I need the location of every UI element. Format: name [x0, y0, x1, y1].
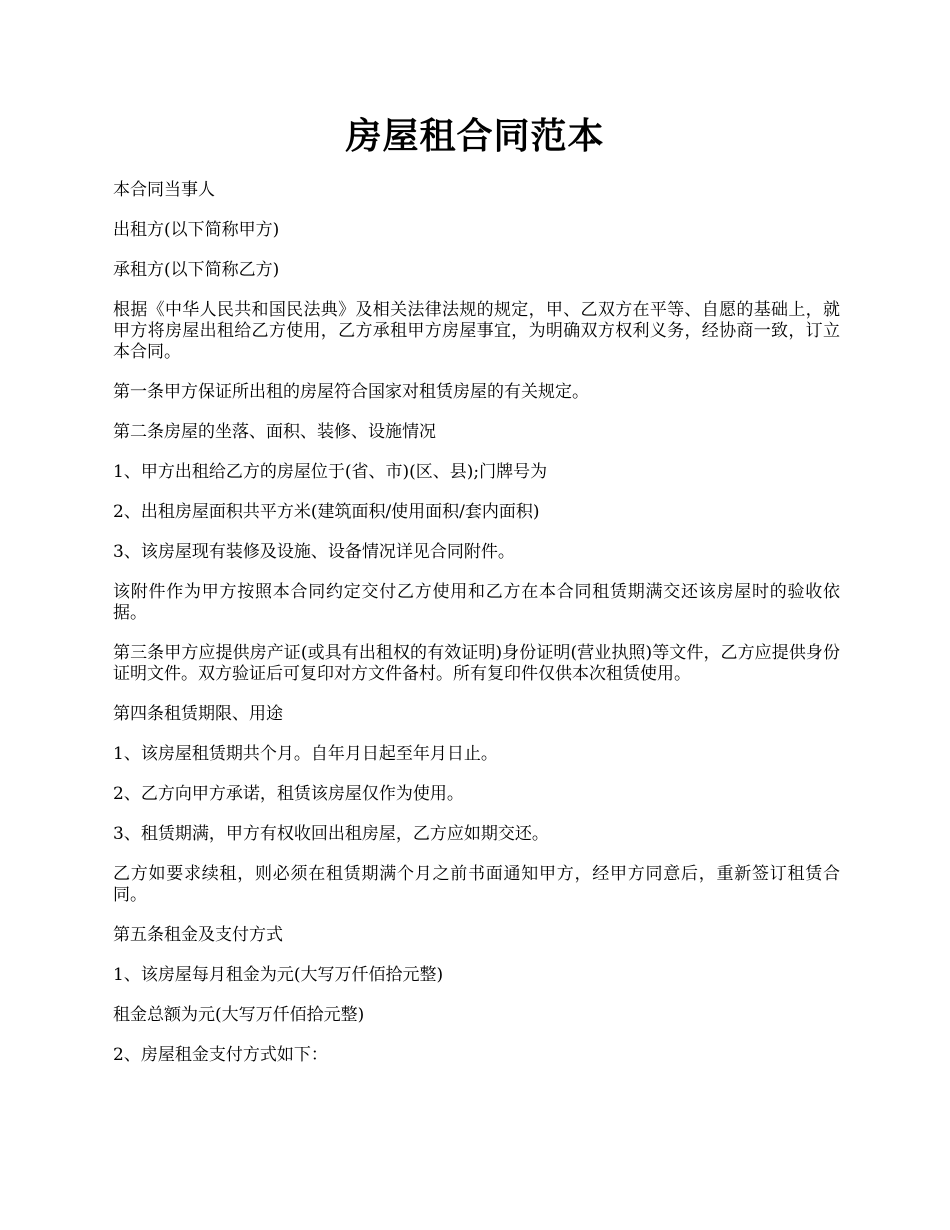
paragraph-rent-total: 租金总额为元(大写万仟佰拾元整)	[113, 1005, 365, 1025]
paragraph-parties-heading: 本合同当事人	[113, 180, 215, 200]
paragraph-article-5-item-1: 1、该房屋每月租金为元(大写万仟佰拾元整)	[113, 965, 444, 985]
document-body	[113, 180, 840, 1085]
paragraph-preamble: 根据《中华人民共和国民法典》及相关法律法规的规定，甲、乙双方在平等、自愿的基础上，就甲方将房屋出租给乙方使用，乙方承租甲方房屋事宜，为明确双方权利义务，经协商一致，订立本合同。	[113, 300, 840, 362]
paragraph-article-4-item-2: 2、乙方向甲方承诺，租赁该房屋仅作为使用。	[113, 784, 464, 804]
paragraph-article-5-heading: 第五条租金及支付方式	[113, 925, 283, 945]
paragraph-renewal: 乙方如要求续租，则必须在租赁期满个月之前书面通知甲方，经甲方同意后，重新签订租赁合同。	[113, 864, 840, 905]
paragraph-article-2-item-3: 3、该房屋现有装修及设施、设备情况详见合同附件。	[113, 542, 515, 562]
paragraph-article-4-item-3: 3、租赁期满，甲方有权收回出租房屋，乙方应如期交还。	[113, 824, 549, 844]
paragraph-article-1: 第一条甲方保证所出租的房屋符合国家对租赁房屋的有关规定。	[113, 382, 589, 402]
paragraph-lessor: 出租方(以下简称甲方)	[113, 220, 280, 240]
paragraph-article-2-item-1: 1、甲方出租给乙方的房屋位于(省、市)(区、县);门牌号为	[113, 462, 548, 482]
paragraph-article-2-heading: 第二条房屋的坐落、面积、装修、设施情况	[113, 422, 436, 442]
paragraph-article-5-item-2: 2、房屋租金支付方式如下：	[113, 1045, 328, 1065]
paragraph-annex-note: 该附件作为甲方按照本合同约定交付乙方使用和乙方在本合同租赁期满交还该房屋时的验收依据。	[113, 582, 840, 623]
document-title: 房屋租合同范本	[345, 115, 605, 157]
paragraph-lessee: 承租方(以下简称乙方)	[113, 260, 280, 280]
paragraph-article-2-item-2: 2、出租房屋面积共平方米(建筑面积/使用面积/套内面积)	[113, 502, 540, 522]
paragraph-article-3: 第三条甲方应提供房产证(或具有出租权的有效证明)身份证明(营业执照)等文件，乙方应提供身份证明文件。双方验证后可复印对方文件备村。所有复印件仅供本次租赁使用。	[113, 643, 840, 684]
paragraph-article-4-heading: 第四条租赁期限、用途	[113, 704, 283, 724]
paragraph-article-4-item-1: 1、该房屋租赁期共个月。自年月日起至年月日止。	[113, 744, 498, 764]
